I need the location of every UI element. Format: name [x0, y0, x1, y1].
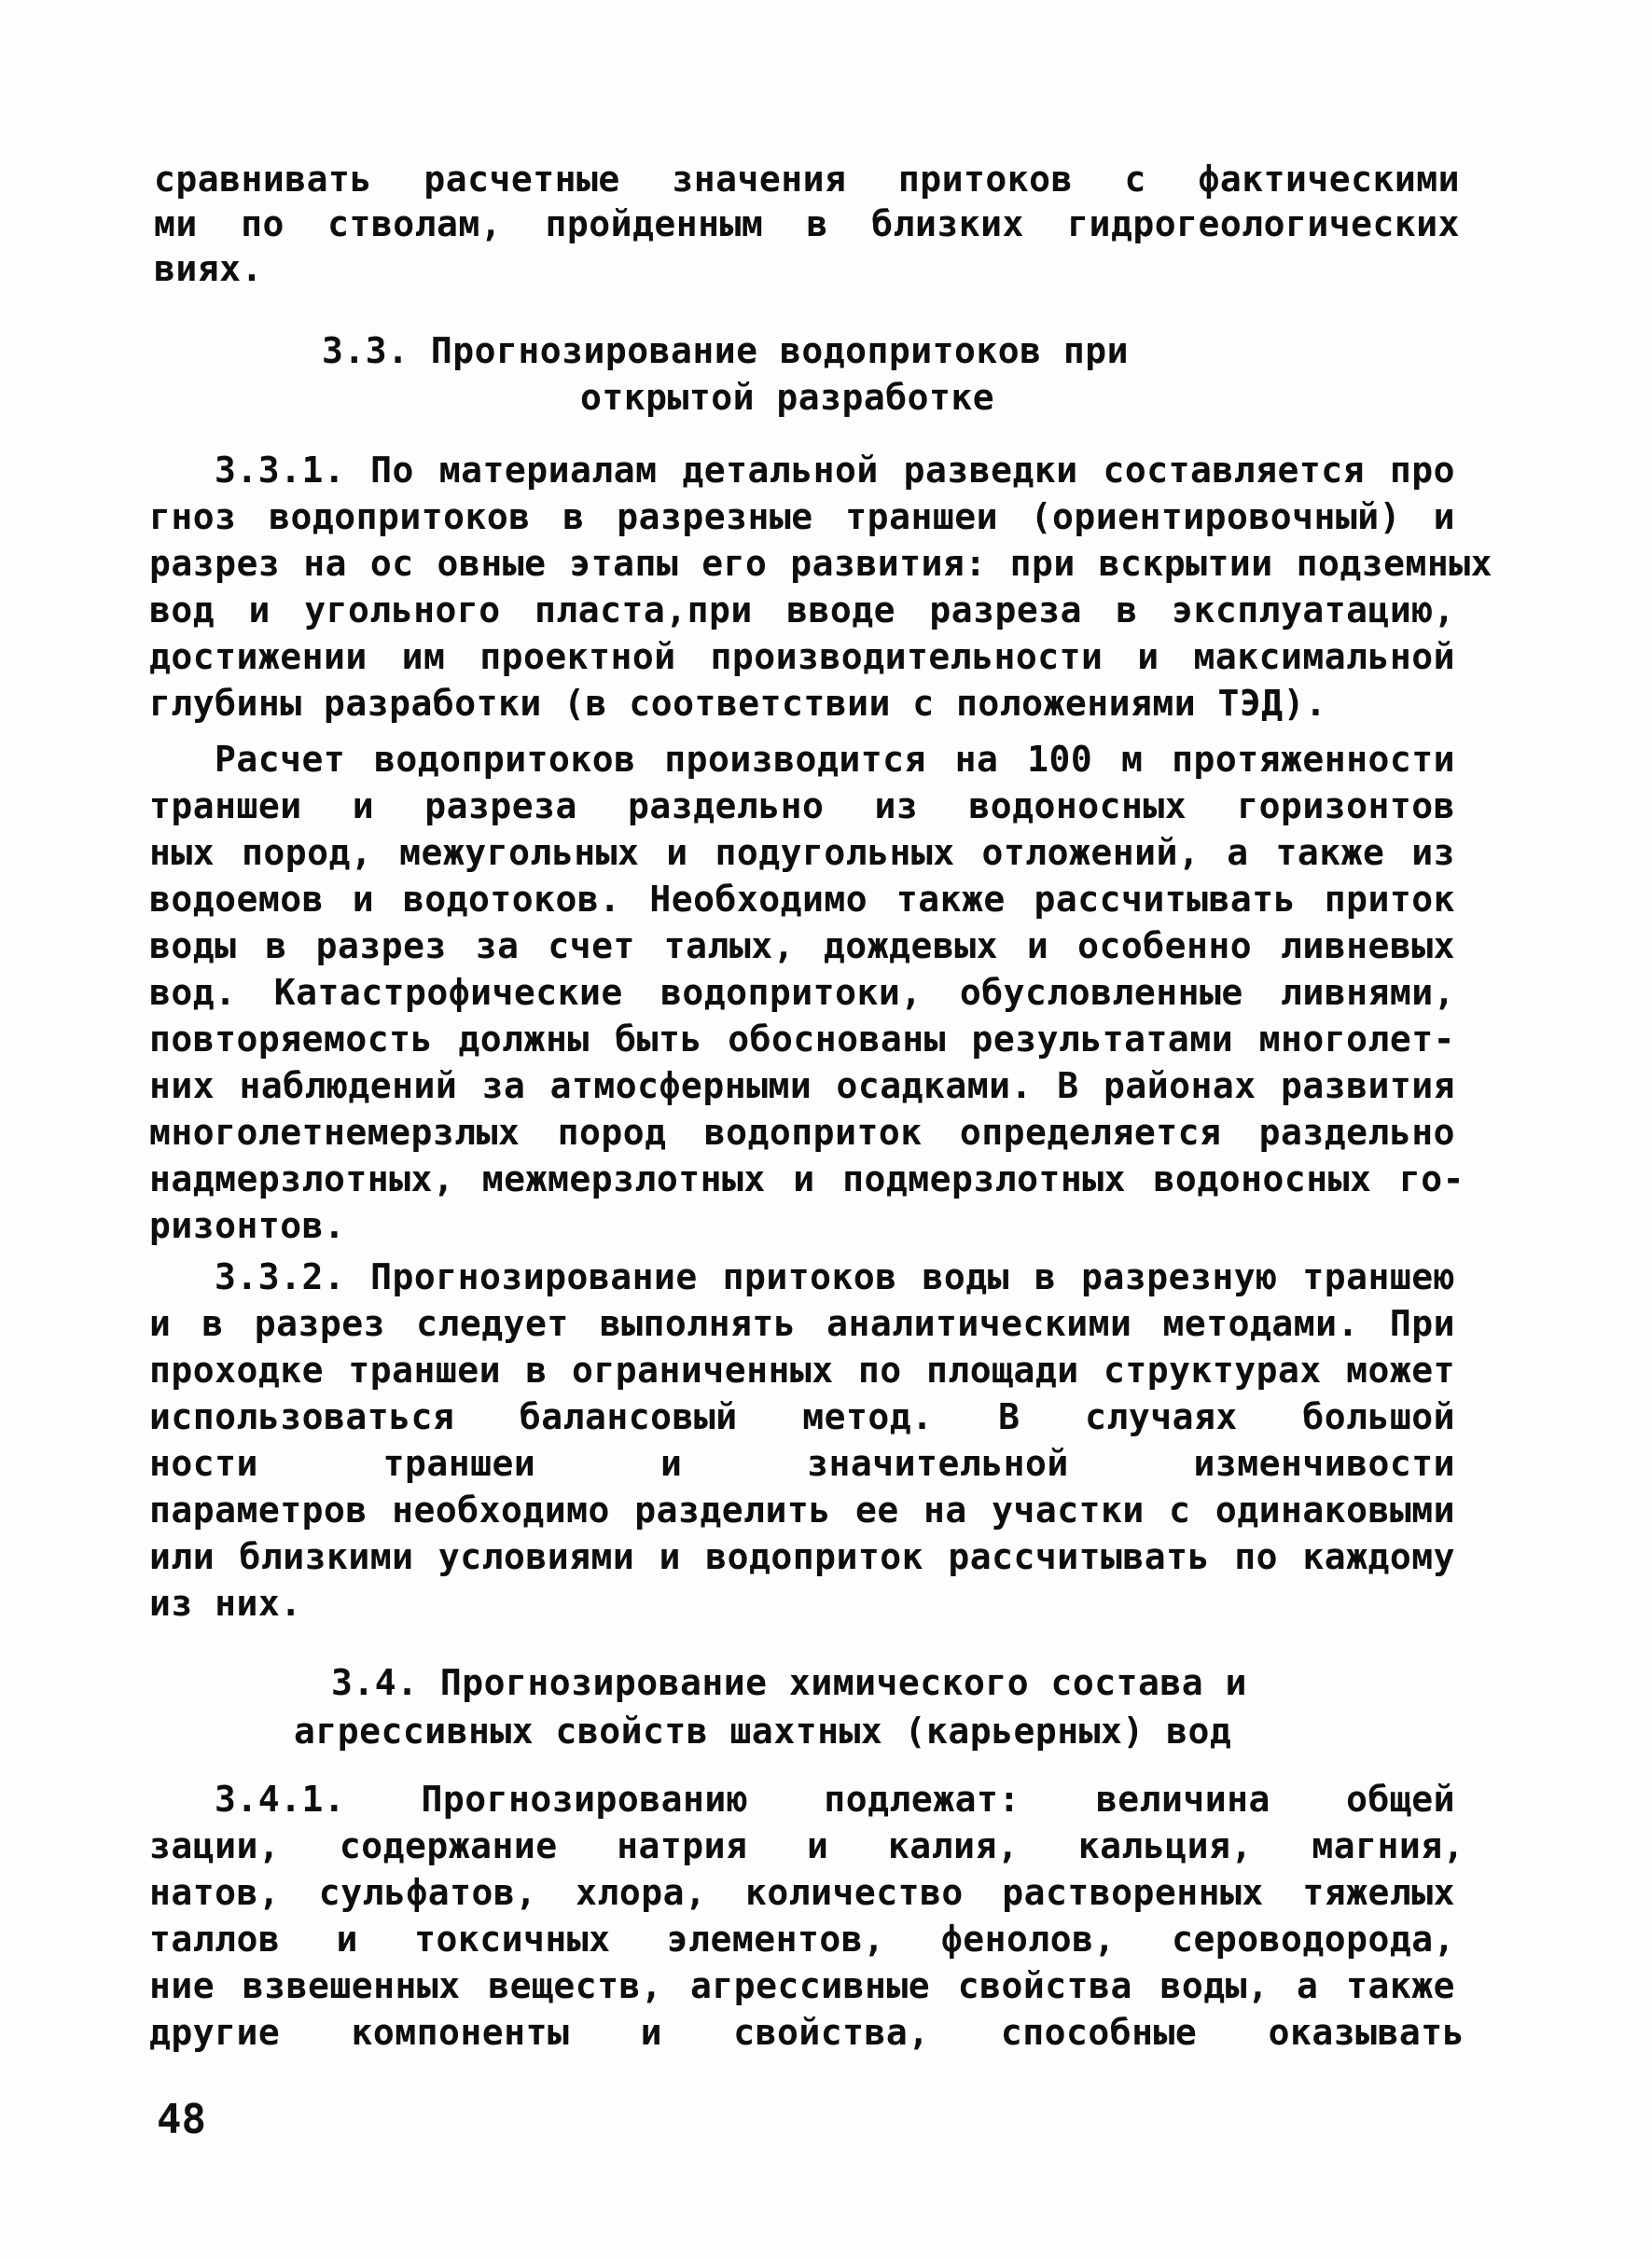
intro-line: виях. [154, 248, 263, 289]
paragraph-line: ных пород, межугольных и подугольных отложений, а также из [149, 832, 1455, 873]
paragraph-line: вод и угольного пласта,при вводе разреза в эксплуатацию, [149, 589, 1455, 631]
paragraph-line: ности траншеи и значительной изменчивости [149, 1443, 1455, 1484]
section-heading-3-4: агрессивных свойств шахтных (карьерных) вод [294, 1711, 1232, 1752]
paragraph-line: глубины разработки (в соответствии с положениями ТЭД). [149, 683, 1327, 724]
paragraph-line: надмерзлотных, межмерзлотных и подмерзлотных водоносных го- [149, 1158, 1465, 1199]
paragraph-line: многолетнемерзлых пород водоприток определяется раздельно [149, 1112, 1455, 1153]
paragraph-line: 3.3.2. Прогнозирование притоков воды в разрезную траншею [215, 1256, 1455, 1297]
paragraph-line: из них. [149, 1583, 302, 1624]
paragraph-line: или близкими условиями и водоприток рассчитывать по каждому [149, 1536, 1455, 1577]
paragraph-line: и в разрез следует выполнять аналитическими методами. При [149, 1303, 1455, 1344]
section-heading-3-4: 3.4. Прогнозирование химического состава и [331, 1662, 1247, 1703]
paragraph-line: натов, сульфатов, хлора, количество растворенных тяжелых [149, 1872, 1455, 1913]
paragraph-line: 3.3.1. По материалам детальной разведки составляется про [215, 450, 1455, 491]
paragraph-line: таллов и токсичных элементов, фенолов, сероводорода, [149, 1919, 1455, 1960]
paragraph-line: использоваться балансовый метод. В случаях большой [149, 1396, 1455, 1437]
paragraph-line: повторяемость должны быть обоснованы результатами многолет- [149, 1019, 1455, 1060]
paragraph-line: другие компоненты и свойства, способные оказывать [149, 2012, 1465, 2053]
paragraph-line: воды в разрез за счет талых, дождевых и особенно ливневых [149, 925, 1455, 966]
paragraph-line: вод. Катастрофические водопритоки, обусловленные ливнями, [149, 972, 1455, 1013]
paragraph-line: водоемов и водотоков. Необходимо также рассчитывать приток [149, 879, 1455, 920]
page-number: 48 [157, 2096, 206, 2143]
section-heading-3-3: открытой разработке [580, 377, 995, 418]
section-heading-3-3: 3.3. Прогнозирование водопритоков при [322, 330, 1129, 371]
intro-line: сравнивать расчетные значения притоков с фактическими [154, 159, 1460, 200]
intro-line: ми по стволам, пройденным в близких гидрогеологических [154, 203, 1460, 244]
paragraph-line: проходке траншеи в ограниченных по площади структурах может [149, 1350, 1455, 1391]
paragraph-line: 3.4.1. Прогнозированию подлежат: величина общей [215, 1779, 1455, 1820]
paragraph-line: достижении им проектной производительности и максимальной [149, 636, 1455, 677]
paragraph-line: ризонтов. [149, 1205, 346, 1246]
paragraph-line: траншеи и разреза раздельно из водоносных горизонтов [149, 785, 1455, 826]
paragraph-line: разрез на ос овные этапы его развития: при вскрытии подземных [149, 543, 1492, 584]
paragraph-line: параметров необходимо разделить ее на участки с одинаковыми [149, 1490, 1455, 1531]
paragraph-line: зации, содержание натрия и калия, кальция, магния, [149, 1825, 1465, 1866]
paragraph-line: них наблюдений за атмосферными осадками. В районах развития [149, 1065, 1455, 1106]
paragraph-line: Расчет водопритоков производится на 100 м протяженности [215, 739, 1455, 780]
paragraph-line: гноз водопритоков в разрезные траншеи (ориентировочный) и [149, 496, 1455, 537]
paragraph-line: ние взвешенных веществ, агрессивные свойства воды, а также [149, 1965, 1455, 2006]
